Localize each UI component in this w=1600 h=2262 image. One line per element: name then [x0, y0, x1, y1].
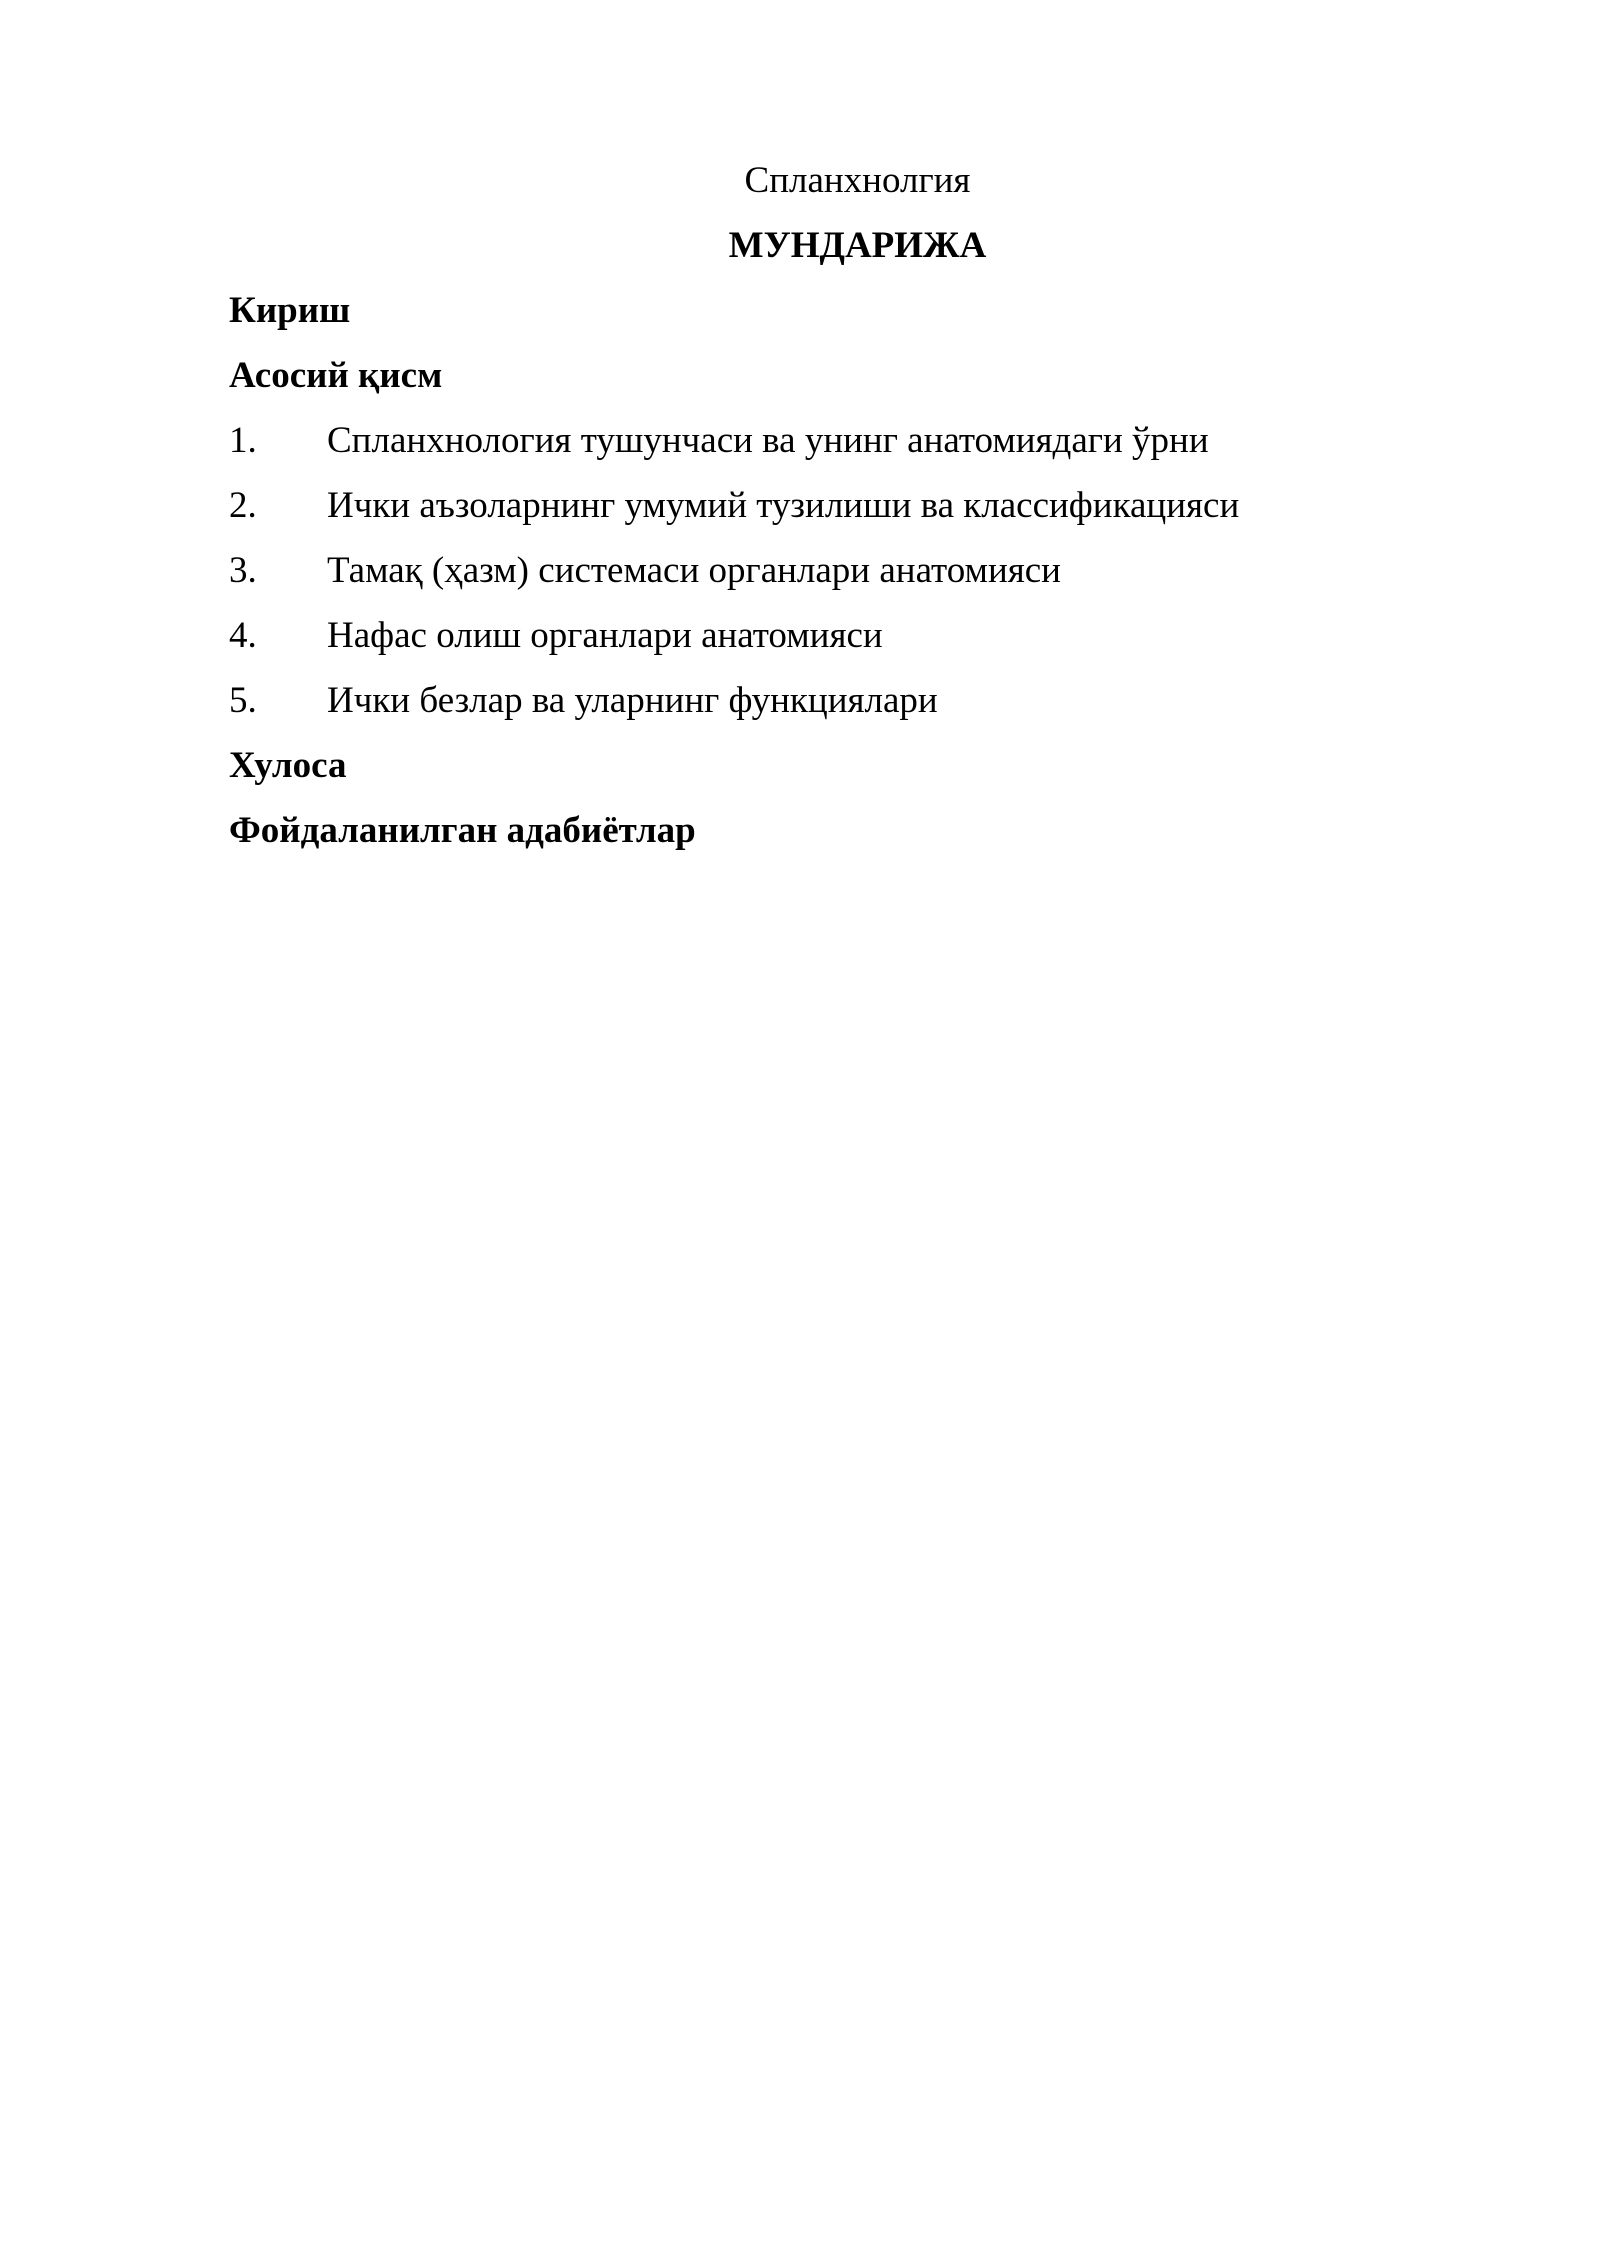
toc-intro: Кириш: [229, 290, 351, 331]
toc-conclusion: Хулоса: [229, 745, 347, 786]
toc-item-text: Ички безлар ва уларнинг функциялари: [327, 680, 938, 721]
document-subject: Спланхнолгия: [744, 160, 971, 201]
toc-item: [229, 408, 1486, 473]
toc-item-text: Нафас олиш органлари анатомияси: [327, 615, 883, 656]
toc-item-number: 1.: [229, 420, 257, 461]
toc-item-number: 3.: [229, 550, 257, 591]
toc-references: Фойдаланилган адабиётлар: [229, 810, 696, 851]
toc-title: МУНДАРИЖА: [728, 225, 987, 266]
toc-item: [229, 668, 1486, 733]
toc-main-part: Асосий қисм: [229, 355, 443, 396]
toc-item-text: Тамақ (ҳазм) системаси органлари анатомияси: [327, 550, 1061, 591]
toc-item-text: Ички аъзоларнинг умумий тузилиши ва классификацияси: [327, 485, 1240, 526]
toc-item: [229, 538, 1486, 603]
toc-item: [229, 603, 1486, 668]
toc-item: [229, 473, 1486, 538]
toc-item-number: 4.: [229, 615, 257, 656]
toc-item-text: Спланхнология тушунчаси ва унинг анатомиядаги ўрни: [327, 420, 1209, 461]
toc-item-number: 5.: [229, 680, 257, 721]
document-content: [229, 148, 1486, 863]
toc-item-number: 2.: [229, 485, 257, 526]
